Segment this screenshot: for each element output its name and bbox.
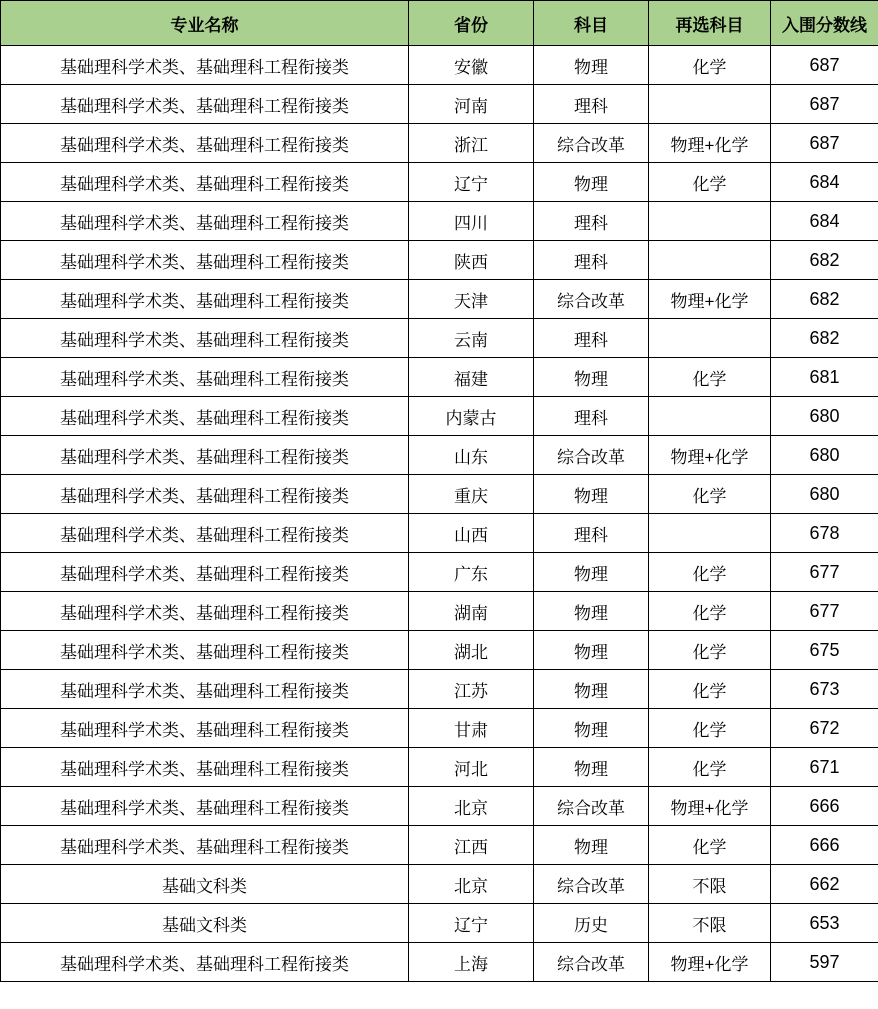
cell-reselect-subject: 化学 [649, 748, 771, 787]
table-row [1, 319, 878, 358]
cell-score-line: 672 [771, 709, 878, 748]
cell-score-line: 684 [771, 163, 878, 202]
cell-province: 广东 [409, 553, 534, 592]
col-header-major: 专业名称 [1, 1, 409, 46]
cell-major: 基础理科学术类、基础理科工程衔接类 [1, 553, 409, 592]
cell-score-line: 597 [771, 943, 878, 982]
table-row [1, 46, 878, 85]
cell-subject: 历史 [534, 904, 649, 943]
table-row [1, 748, 878, 787]
cell-major: 基础理科学术类、基础理科工程衔接类 [1, 358, 409, 397]
cell-score-line: 684 [771, 202, 878, 241]
cell-score-line: 680 [771, 397, 878, 436]
table-row [1, 163, 878, 202]
table-row [1, 904, 878, 943]
cell-province: 河南 [409, 85, 534, 124]
cell-subject: 物理 [534, 358, 649, 397]
cell-reselect-subject [649, 241, 771, 280]
cell-province: 山西 [409, 514, 534, 553]
cell-province: 浙江 [409, 124, 534, 163]
cell-reselect-subject: 不限 [649, 865, 771, 904]
cell-score-line: 675 [771, 631, 878, 670]
cell-subject: 理科 [534, 85, 649, 124]
cell-score-line: 681 [771, 358, 878, 397]
cell-score-line: 666 [771, 826, 878, 865]
table-row [1, 397, 878, 436]
cell-score-line: 678 [771, 514, 878, 553]
cell-major: 基础理科学术类、基础理科工程衔接类 [1, 202, 409, 241]
cell-province: 湖北 [409, 631, 534, 670]
cell-province: 天津 [409, 280, 534, 319]
cell-subject: 物理 [534, 163, 649, 202]
cell-score-line: 677 [771, 553, 878, 592]
cell-province: 安徽 [409, 46, 534, 85]
cell-province: 辽宁 [409, 163, 534, 202]
cell-score-line: 673 [771, 670, 878, 709]
table-body [1, 46, 878, 982]
table-row [1, 631, 878, 670]
cell-subject: 综合改革 [534, 124, 649, 163]
cell-reselect-subject: 化学 [649, 553, 771, 592]
table-row [1, 280, 878, 319]
cell-reselect-subject: 物理+化学 [649, 124, 771, 163]
table-row [1, 709, 878, 748]
cell-score-line: 682 [771, 319, 878, 358]
col-header-score-line: 入围分数线 [771, 1, 878, 46]
cell-subject: 理科 [534, 514, 649, 553]
cell-major: 基础文科类 [1, 904, 409, 943]
table-row [1, 670, 878, 709]
col-header-province: 省份 [409, 1, 534, 46]
cell-score-line: 687 [771, 85, 878, 124]
cell-subject: 物理 [534, 592, 649, 631]
cell-subject: 综合改革 [534, 787, 649, 826]
cell-reselect-subject [649, 514, 771, 553]
cell-subject: 物理 [534, 748, 649, 787]
table-row [1, 241, 878, 280]
col-header-reselect-subject: 再选科目 [649, 1, 771, 46]
cell-subject: 物理 [534, 670, 649, 709]
cell-major: 基础理科学术类、基础理科工程衔接类 [1, 163, 409, 202]
cell-major: 基础理科学术类、基础理科工程衔接类 [1, 943, 409, 982]
cell-province: 云南 [409, 319, 534, 358]
cell-province: 甘肃 [409, 709, 534, 748]
table-row [1, 592, 878, 631]
cell-subject: 物理 [534, 631, 649, 670]
cell-province: 北京 [409, 865, 534, 904]
cell-major: 基础理科学术类、基础理科工程衔接类 [1, 670, 409, 709]
cell-reselect-subject: 物理+化学 [649, 280, 771, 319]
table-row [1, 358, 878, 397]
cell-province: 四川 [409, 202, 534, 241]
cell-subject: 理科 [534, 397, 649, 436]
cell-subject: 综合改革 [534, 280, 649, 319]
cell-subject: 物理 [534, 709, 649, 748]
header-row [1, 1, 878, 46]
cell-score-line: 682 [771, 280, 878, 319]
table-row [1, 553, 878, 592]
cell-score-line: 662 [771, 865, 878, 904]
cell-score-line: 666 [771, 787, 878, 826]
cell-score-line: 671 [771, 748, 878, 787]
cell-reselect-subject [649, 319, 771, 358]
cell-subject: 综合改革 [534, 436, 649, 475]
cell-reselect-subject: 化学 [649, 163, 771, 202]
cell-reselect-subject: 物理+化学 [649, 436, 771, 475]
cell-major: 基础理科学术类、基础理科工程衔接类 [1, 241, 409, 280]
cell-major: 基础理科学术类、基础理科工程衔接类 [1, 709, 409, 748]
cell-subject: 物理 [534, 553, 649, 592]
cell-reselect-subject: 化学 [649, 592, 771, 631]
cell-major: 基础文科类 [1, 865, 409, 904]
cell-major: 基础理科学术类、基础理科工程衔接类 [1, 475, 409, 514]
cell-province: 北京 [409, 787, 534, 826]
cell-major: 基础理科学术类、基础理科工程衔接类 [1, 397, 409, 436]
table-row [1, 436, 878, 475]
cell-major: 基础理科学术类、基础理科工程衔接类 [1, 592, 409, 631]
cell-province: 上海 [409, 943, 534, 982]
cell-major: 基础理科学术类、基础理科工程衔接类 [1, 436, 409, 475]
table-row [1, 475, 878, 514]
cell-major: 基础理科学术类、基础理科工程衔接类 [1, 748, 409, 787]
cell-major: 基础理科学术类、基础理科工程衔接类 [1, 319, 409, 358]
cell-reselect-subject: 化学 [649, 670, 771, 709]
cell-province: 湖南 [409, 592, 534, 631]
cell-subject: 物理 [534, 46, 649, 85]
table-row [1, 865, 878, 904]
cell-reselect-subject: 化学 [649, 709, 771, 748]
cell-reselect-subject: 物理+化学 [649, 943, 771, 982]
cell-major: 基础理科学术类、基础理科工程衔接类 [1, 514, 409, 553]
table-row [1, 202, 878, 241]
cell-subject: 理科 [534, 202, 649, 241]
cell-major: 基础理科学术类、基础理科工程衔接类 [1, 826, 409, 865]
cell-score-line: 682 [771, 241, 878, 280]
cell-subject: 物理 [534, 826, 649, 865]
table-row [1, 514, 878, 553]
cell-major: 基础理科学术类、基础理科工程衔接类 [1, 85, 409, 124]
cell-score-line: 687 [771, 124, 878, 163]
cell-score-line: 687 [771, 46, 878, 85]
cell-province: 江西 [409, 826, 534, 865]
cell-subject: 综合改革 [534, 943, 649, 982]
cell-score-line: 680 [771, 436, 878, 475]
cell-reselect-subject: 物理+化学 [649, 787, 771, 826]
table-row [1, 124, 878, 163]
cell-reselect-subject [649, 202, 771, 241]
cell-province: 河北 [409, 748, 534, 787]
cell-reselect-subject: 化学 [649, 46, 771, 85]
cell-province: 山东 [409, 436, 534, 475]
cell-major: 基础理科学术类、基础理科工程衔接类 [1, 124, 409, 163]
cell-reselect-subject [649, 397, 771, 436]
cell-major: 基础理科学术类、基础理科工程衔接类 [1, 631, 409, 670]
cell-major: 基础理科学术类、基础理科工程衔接类 [1, 280, 409, 319]
cell-reselect-subject: 化学 [649, 631, 771, 670]
cell-score-line: 677 [771, 592, 878, 631]
cell-score-line: 653 [771, 904, 878, 943]
cell-reselect-subject: 化学 [649, 475, 771, 514]
cell-province: 江苏 [409, 670, 534, 709]
cell-province: 重庆 [409, 475, 534, 514]
cell-province: 陕西 [409, 241, 534, 280]
table-row [1, 943, 878, 982]
cell-province: 内蒙古 [409, 397, 534, 436]
cell-major: 基础理科学术类、基础理科工程衔接类 [1, 787, 409, 826]
cell-subject: 理科 [534, 319, 649, 358]
cell-reselect-subject: 化学 [649, 826, 771, 865]
cell-province: 辽宁 [409, 904, 534, 943]
cell-major: 基础理科学术类、基础理科工程衔接类 [1, 46, 409, 85]
cell-subject: 物理 [534, 475, 649, 514]
cell-reselect-subject: 不限 [649, 904, 771, 943]
table-row [1, 787, 878, 826]
col-header-subject: 科目 [534, 1, 649, 46]
table-row [1, 85, 878, 124]
cell-score-line: 680 [771, 475, 878, 514]
cell-province: 福建 [409, 358, 534, 397]
cell-reselect-subject [649, 85, 771, 124]
cell-subject: 理科 [534, 241, 649, 280]
cell-subject: 综合改革 [534, 865, 649, 904]
cell-reselect-subject: 化学 [649, 358, 771, 397]
table-row [1, 826, 878, 865]
